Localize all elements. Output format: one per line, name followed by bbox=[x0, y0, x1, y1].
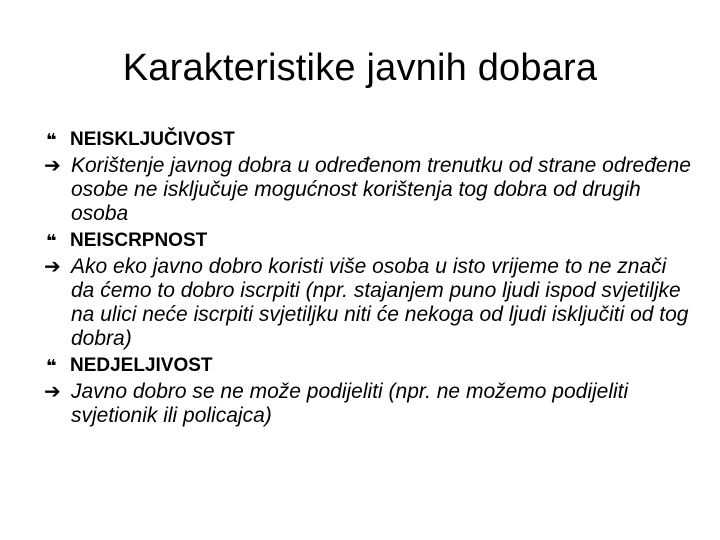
section-heading-label: NEDJELJIVOST bbox=[70, 355, 213, 376]
section-heading-label: NEISCRPNOST bbox=[70, 230, 208, 251]
section-point bbox=[44, 380, 694, 428]
section-heading-label: NEISKLJUČIVOST bbox=[70, 129, 235, 150]
section-point bbox=[44, 255, 694, 351]
arrow-bullet-icon: ➔ bbox=[44, 155, 61, 177]
section-point-text: Ako eko javno dobro koristi više osoba u isto vrijeme to ne znači da ćemo to dobro iscrpiti (npr. stajanjem puno ljudi ispod svjetiljke na ulici neće iscrpiti svjetiljku niti će nekoga od ljudi isključiti od tog dobra) bbox=[71, 255, 689, 350]
quote-bullet-icon: ❝ bbox=[46, 130, 57, 150]
section-heading-nedjeljivost bbox=[44, 352, 694, 380]
slide-content bbox=[44, 126, 694, 429]
slide-title: Karakteristike javnih dobara bbox=[122, 47, 598, 89]
section-heading-neiskljucivost bbox=[44, 126, 694, 154]
arrow-bullet-icon: ➔ bbox=[44, 256, 61, 278]
quote-bullet-icon: ❝ bbox=[46, 231, 57, 251]
section-point-text: Korištenje javnog dobra u određenom trenutku od strane određene osobe ne isključuje mogućnost korištenja tog dobra od drugih osoba bbox=[71, 154, 691, 225]
arrow-bullet-icon: ➔ bbox=[44, 381, 61, 403]
quote-bullet-icon: ❝ bbox=[46, 356, 57, 376]
section-point-text: Javno dobro se ne može podijeliti (npr. ne možemo podijeliti svjetionik ili policajca) bbox=[71, 380, 629, 427]
section-heading-neiscrpnost bbox=[44, 227, 694, 255]
section-point bbox=[44, 154, 694, 226]
